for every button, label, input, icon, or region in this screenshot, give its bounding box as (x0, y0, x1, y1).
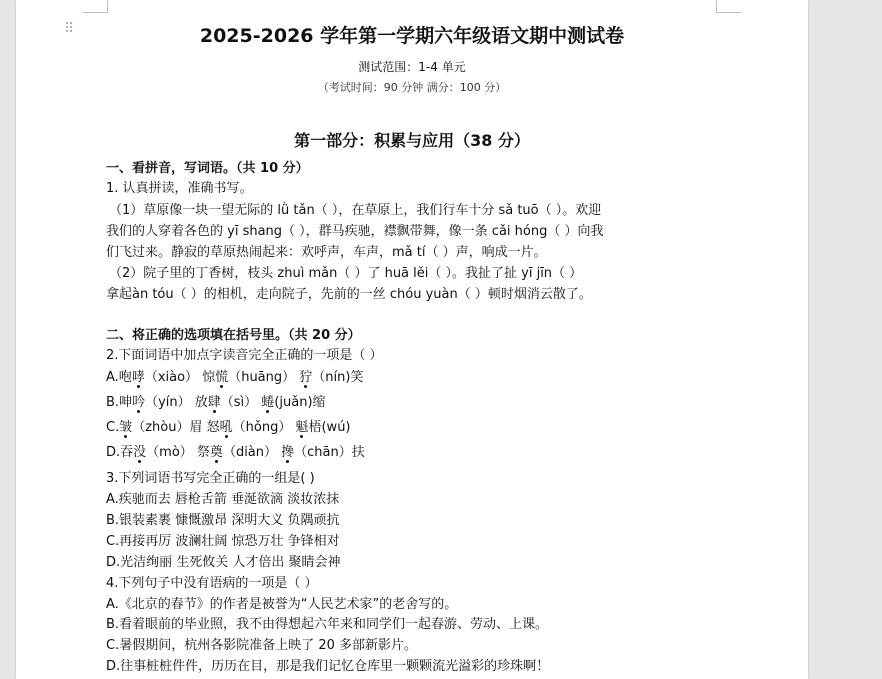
margin-corner-mark-left (83, 0, 108, 13)
section1-heading: 一、看拼音，写词语。（共 10 分） (106, 161, 309, 176)
q4-option-b: B.看着眼前的毕业照，我不由得想起六年来和同学们一起春游、劳动、上课。 (106, 617, 549, 632)
q1-intro: 1. 认真拼读，准确书写。 (106, 181, 253, 196)
document-title: 2025-2026 学年第一学期六年级语文期中测试卷 (199, 25, 625, 47)
pinyin-line: （2）院子里的丁香树，枝头 zhuì mǎn（ ）了 huā lěi（ ）。我扯了扯 yī jīn（ ） (109, 266, 583, 281)
pinyin-line: 拿起àn tóu（ ）的相机，走向院子，先前的一丝 chóu yuàn（ ）顿时烟消云散了。 (106, 287, 592, 302)
part-title: 第一部分：积累与应用（38 分） (294, 131, 530, 150)
test-scope: 测试范围：1-4 单元 (358, 60, 466, 74)
q3-option-a: A.疾驰而去 唇枪舌箭 垂涎欲滴 淡妆浓抹 (106, 492, 340, 507)
section2-heading: 二、将正确的选项填在括号里。（共 20 分） (106, 328, 361, 343)
margin-corner-mark-right (716, 0, 741, 13)
q2-option-d: D.吞没（mò） 祭奠（diàn） 搀（chān）扶 (106, 445, 365, 460)
q4-stem: 4.下列句子中没有语病的一项是（ ） (106, 576, 318, 591)
q2-stem: 2.下面词语中加点字读音完全正确的一项是（ ） (106, 348, 383, 363)
pinyin-line: （1）草原像一块一望无际的 lǜ tǎn（ ），在草原上，我们行车十分 sǎ tuō（ ）。欢迎 (109, 203, 602, 218)
q2-option-a: A.咆哮（xiào） 惊慌（huāng） 狞（nín)笑 (106, 370, 364, 385)
q2-option-c: C.皱（zhòu）眉 怒吼（hǒng） 魁梧(wú) (106, 420, 351, 435)
q2-option-b: B.呻吟（yín） 放肆（sì） 蜷(juǎn)缩 (106, 395, 326, 410)
drag-handle-icon[interactable]: ⠿ (64, 21, 76, 37)
q3-stem: 3.下列词语书写完全正确的一组是( ) (106, 471, 315, 486)
q4-option-d: D.往事桩桩件件，历历在目，那是我们记忆仓库里一颗颗流光溢彩的珍珠啊！ (106, 659, 550, 674)
q4-option-a: A.《北京的春节》的作者是被誉为“人民艺术家”的老舍写的。 (106, 597, 458, 612)
pinyin-line: 我们的人穿着各色的 yī shang（ ），群马疾驰，襟飘带舞，像一条 cǎi hóng（ ）向我 (106, 224, 604, 239)
time-score-info: （考试时间：90 分钟 满分：100 分） (317, 81, 507, 94)
q4-option-c: C.暑假期间，杭州各影院准备上映了 20 多部新影片。 (106, 638, 418, 653)
q3-option-b: B.银装素裹 慷慨激昂 深明大义 负隅顽抗 (106, 513, 340, 528)
q3-option-d: D.光洁绚丽 生死攸关 人才倍出 聚睛会神 (106, 555, 341, 570)
q3-option-c: C.再接再厉 波澜壮阔 惊恐万壮 争锋相对 (106, 534, 340, 549)
pinyin-line: 们飞过来。静寂的草原热闹起来：欢呼声，车声，mǎ tí（ ）声，响成一片。 (106, 245, 547, 260)
